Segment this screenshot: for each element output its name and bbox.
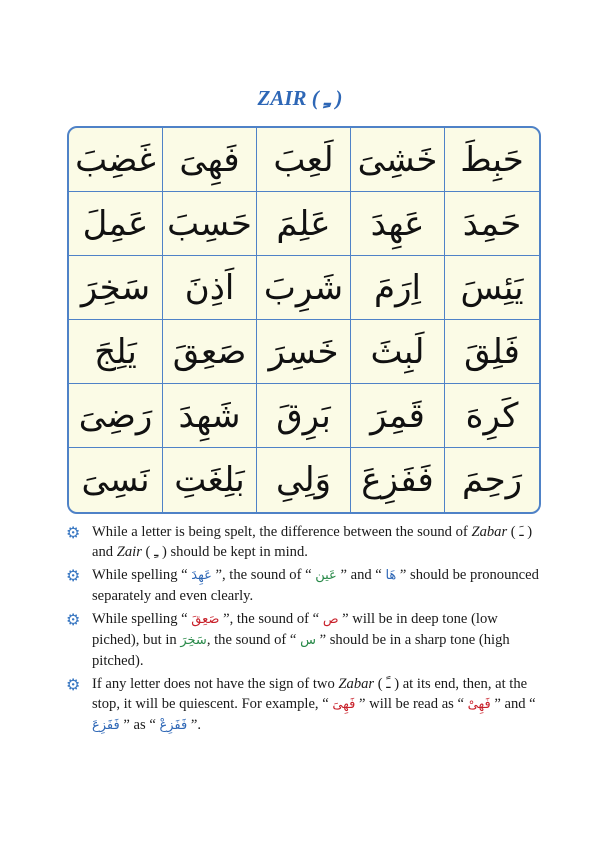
note-3-text-e: ” should be in a sharp tone (high pitched).	[92, 632, 510, 669]
grid-cell: كَرِهَ	[445, 384, 539, 448]
gear-bullet-icon: ⚙	[66, 675, 81, 694]
grid-cell: عَمِلَ	[69, 192, 163, 256]
grid-cell: حَسِبَ	[163, 192, 257, 256]
note-4-arabic-3: فَفَزِعَ	[92, 718, 120, 733]
notes-section	[66, 522, 546, 739]
grid-cell: شَرِبَ	[257, 256, 351, 320]
page-title: ZAIR ( ـِ )	[257, 86, 343, 110]
grid-cell: سَخِرَ	[69, 256, 163, 320]
grid-cell: لَبِثَ	[351, 320, 445, 384]
note-1	[66, 522, 546, 562]
grid-cell: شَهِدَ	[163, 384, 257, 448]
grid-cell: اَذِنَ	[163, 256, 257, 320]
grid-cell: بَرِقَ	[257, 384, 351, 448]
note-2-text-a: While spelling “	[92, 567, 192, 583]
note-3	[66, 609, 546, 671]
grid-cell: وَلِىِ	[257, 448, 351, 512]
note-3-text-a: While spelling “	[92, 611, 192, 627]
gear-bullet-icon: ⚙	[66, 566, 81, 585]
note-3-text-d: , the sound of “	[206, 632, 301, 648]
grid-cell: حَبِطَ	[445, 128, 539, 192]
note-3-text-c: ” will be in deep tone (low piched), but in	[92, 611, 498, 648]
grid-cell: فَفَزِعَ	[351, 448, 445, 512]
note-4-text-e: ” and “	[490, 696, 536, 712]
grid-cell: عَهِدَ	[351, 192, 445, 256]
note-4-zabar: Zabar	[338, 676, 375, 692]
note-2-text-c: ” and “	[336, 567, 386, 583]
gear-bullet-icon: ⚙	[66, 523, 81, 542]
note-3-arabic-word-2: سَخِرَ	[180, 633, 207, 648]
grid-cell: حَمِدَ	[445, 192, 539, 256]
grid-cell: اِرَمَ	[351, 256, 445, 320]
note-1-zabar: Zabar	[471, 524, 508, 540]
note-2-text-d: ” should be pronounced separately and even clearly.	[92, 567, 539, 604]
note-4	[66, 674, 546, 736]
note-4-text-c: ( ـً ) at its end, then, at the stop, it will be quiescent. For example, “	[92, 676, 528, 712]
grid-cell: يَلِجَ	[69, 320, 163, 384]
note-4-text-d: ” will be read as “	[355, 696, 468, 712]
grid-cell: قَمِرَ	[351, 384, 445, 448]
grid-cell: خَشِىَ	[351, 128, 445, 192]
note-3-arabic-word: صَعِقَ	[191, 612, 220, 627]
grid-cell: خَسِرَ	[257, 320, 351, 384]
note-2-arabic-ain: عَين	[315, 568, 337, 583]
note-2-text-b: ”, the sound of “	[211, 567, 316, 583]
word-grid	[67, 126, 541, 514]
note-4-text-a: If any letter does not have the sign of two	[92, 676, 339, 692]
note-2-arabic-word: عَهِدَ	[191, 568, 212, 583]
grid-cell: عَلِمَ	[257, 192, 351, 256]
grid-cell: رَحِمَ	[461, 460, 523, 500]
note-3-arabic-sad: ص	[322, 612, 339, 627]
note-1-text-e: ( ـِ ) should be kept in mind.	[141, 544, 308, 560]
grid-cell: بَلِغَتِ	[163, 448, 257, 512]
note-4-arabic-4: فَفَزِعْ	[159, 718, 188, 733]
note-4-text-f: ” as “	[119, 717, 160, 733]
note-2	[66, 565, 546, 606]
grid-cell: يَئِسَ	[445, 256, 539, 320]
grid-cell: لَعِبَ	[257, 128, 351, 192]
grid-cell: فَلِقَ	[445, 320, 539, 384]
note-1-zair: Zair	[116, 544, 142, 560]
grid-cell: صَعِقَ	[163, 320, 257, 384]
note-3-arabic-sin: س	[300, 633, 316, 648]
note-4-arabic-2: فَهِىْ	[467, 697, 491, 712]
note-4-text-g: ”.	[187, 717, 201, 733]
note-3-text-b: ”, the sound of “	[219, 611, 323, 627]
gear-bullet-icon: ⚙	[66, 610, 81, 629]
note-4-arabic-1: فَهِىَ	[332, 697, 356, 712]
grid-cell: فَهِىَ	[163, 128, 257, 192]
note-1-text-c: ( ـَ ) and	[92, 524, 533, 560]
note-1-text-a: While a letter is being spelt, the difference between the sound of	[92, 524, 468, 540]
grid-cell: غَضِبَ	[69, 128, 163, 192]
note-2-arabic-ha: هَا	[385, 568, 397, 583]
grid-cell: نَسِىَ	[69, 448, 163, 512]
grid-cell: رَضِىَ	[69, 384, 163, 448]
